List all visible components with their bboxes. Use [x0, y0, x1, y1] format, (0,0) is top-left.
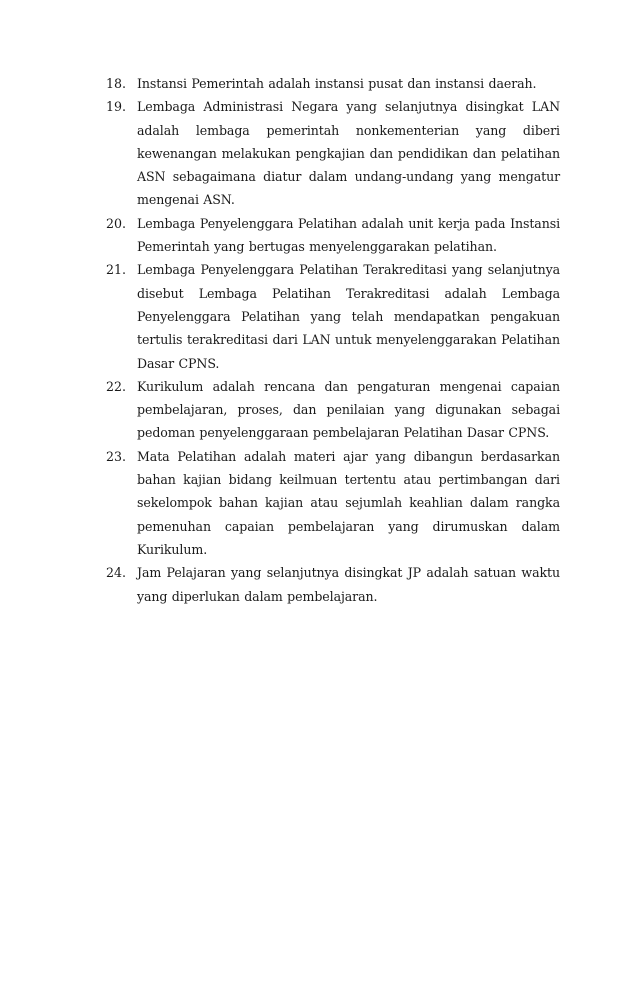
definition-text: Lembaga Penyelenggara Pelatihan adalah unit kerja pada Instansi Pemerintah yang bertugas menyelenggarakan pelatihan.	[137, 215, 560, 255]
definition-item-24	[106, 561, 560, 608]
definition-number: 22.	[106, 378, 127, 394]
definition-item-22	[106, 375, 560, 445]
definition-number: 20.	[106, 215, 127, 231]
definition-number: 18.	[106, 76, 127, 91]
definition-item-21	[106, 258, 560, 374]
definition-number: 19.	[106, 99, 127, 115]
definition-text: Instansi Pemerintah adalah instansi pusat dan instansi daerah.	[137, 76, 537, 91]
definition-text: Lembaga Administrasi Negara yang selanjutnya disingkat LAN adalah lembaga pemerintah nonkementerian yang diberi kewenangan melakukan pengkajian dan pendidikan dan pelatihan ASN sebagaimana diatur dalam undang-undang yang mengatur mengenai ASN.	[137, 99, 560, 208]
definition-text: Kurikulum adalah rencana dan pengaturan mengenai capaian pembelajaran, proses, dan penilaian yang digunakan sebagai pedoman penyelenggaraan pembelajaran Pelatihan Dasar CPNS.	[137, 378, 560, 441]
definition-text: Jam Pelajaran yang selanjutnya disingkat JP adalah satuan waktu yang diperlukan dalam pembelajaran.	[137, 565, 560, 604]
definition-text: Mata Pelatihan adalah materi ajar yang dibangun berdasarkan bahan kajian bidang keilmuan tertentu atau pertimbangan dari sekelompok bahan kajian atau sejumlah keahlian dalam rangka pemenuhan capaian pembelajaran yang dirumuskan dalam Kurikulum.	[137, 448, 560, 557]
definition-item-19	[106, 95, 560, 211]
definition-number: 24.	[106, 565, 127, 581]
definition-text: Lembaga Penyelenggara Pelatihan Terakreditasi yang selanjutnya disebut Lembaga Pelatihan Terakreditasi adalah Lembaga Penyelenggara Pelatihan yang telah mendapatkan pengakuan tertulis terakreditasi dari LAN untuk menyelenggarakan Pelatihan Dasar CPNS.	[137, 262, 560, 371]
definition-number: 23.	[106, 448, 127, 464]
definition-list	[106, 72, 560, 608]
definition-number: 21.	[106, 262, 127, 278]
definition-item-18	[106, 72, 560, 95]
definition-item-23	[106, 445, 560, 561]
definition-item-20	[106, 212, 560, 259]
